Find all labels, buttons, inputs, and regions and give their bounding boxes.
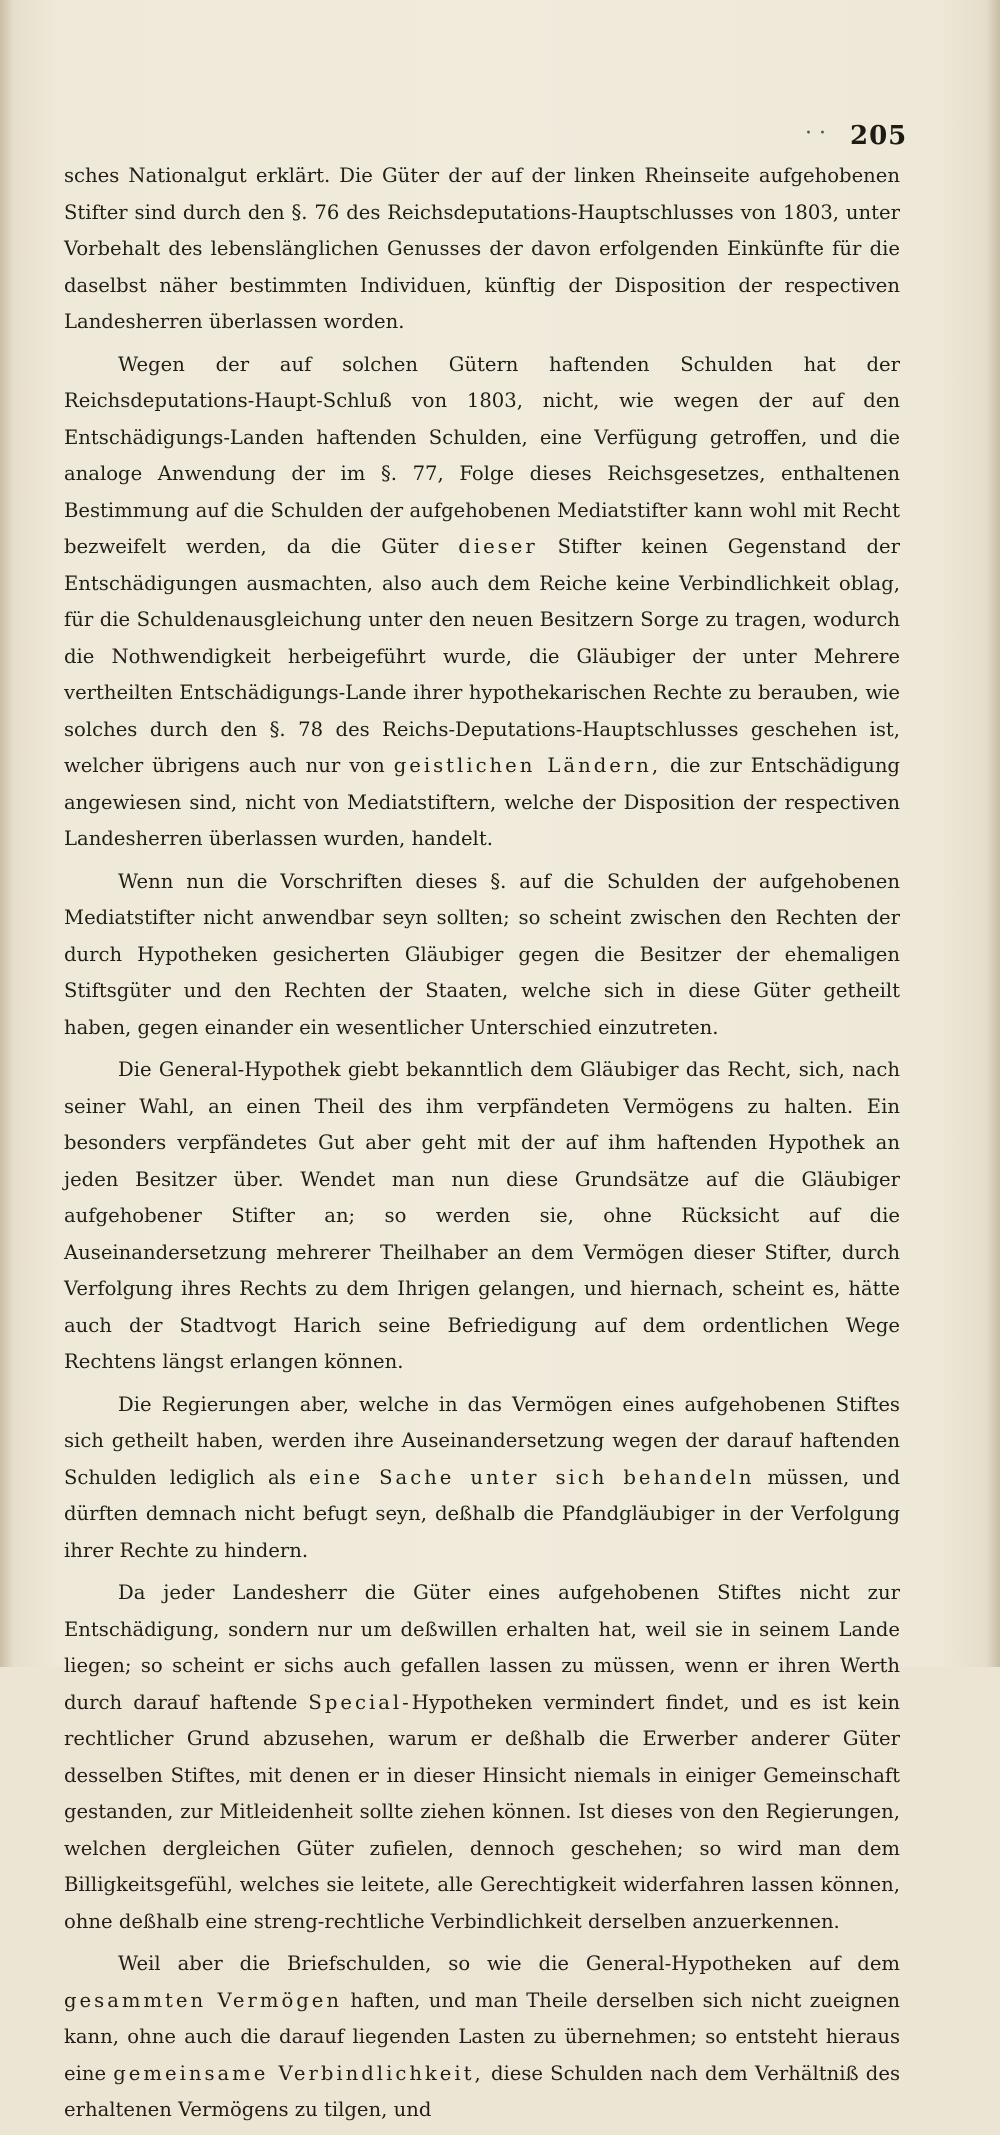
spaced-emphasis-text: eine Sache unter sich behandeln xyxy=(309,1465,755,1489)
body-text xyxy=(64,158,900,2135)
paragraph xyxy=(64,864,900,1047)
spaced-emphasis-text: gemeinsame Verbindlichkeit, xyxy=(113,2061,484,2085)
paragraph-text: Die Regierungen aber, welche in das Vermögen eines aufgehobenen Stiftes sich getheilt haben, werden ihre Auseinandersetzung wegen der darauf haftenden Schulden lediglich als xyxy=(64,1392,900,1489)
paragraph-text: Weil aber die Briefschulden, so wie die General-Hypotheken auf dem xyxy=(118,1952,900,1975)
paragraph-text: müssen, und dürften demnach nicht befugt seyn, deßhalb die Pfandgläubiger in der Verfolgung ihrer Rechte zu hindern. xyxy=(64,1465,901,1562)
paragraph-text: haften, und man Theile derselben sich nicht zueignen kann, ohne auch die darauf liegenden Lasten zu übernehmen; so entsteht hieraus eine xyxy=(64,1988,900,2085)
spaced-emphasis-text: dieser xyxy=(458,535,538,558)
page-edge-left xyxy=(0,0,14,1667)
paragraph-text: Da jeder Landesherr die Güter eines aufgehobenen Stiftes nicht zur Entschädigung, sondern nur um deßwillen erhalten hat, weil sie in seinem Lande liegen; so scheint er sichs auch gefallen lassen zu müssen, wenn er ihren Werth durch darauf haftende xyxy=(64,1581,900,1714)
paragraph xyxy=(64,158,900,341)
paragraph xyxy=(64,1575,900,1940)
page-number: 205 xyxy=(850,121,908,151)
page-edge-right xyxy=(986,0,1000,1667)
paragraph-text: sches Nationalgut erklärt. Die Güter der auf der linken Rheinseite aufgehobenen Stifter sind durch den §. 76 des Reichsdeputations-Hauptschlusses von 1803, unter Vorbehalt des lebenslänglichen Genusses der davon erfolgenden Einkünfte für die daselbst näher bestimmten Individuen, künftig der Disposition der respectiven Landesherren überlassen worden. xyxy=(64,164,900,333)
paragraph xyxy=(64,1946,900,2129)
paragraph-text: diese Schulden nach dem Verhältniß des erhaltenen Vermögens zu tilgen, und xyxy=(64,2061,900,2121)
spaced-emphasis-text: geistlichen Ländern, xyxy=(393,754,662,777)
paragraph xyxy=(64,347,900,858)
paragraph-text: die zur Entschädigung angewiesen sind, nicht von Mediatstiftern, welche der Disposition der respectiven Landesherren überlassen wurden, handelt. xyxy=(64,754,900,850)
paragraph-text: Wenn nun die Vorschriften dieses §. auf die Schulden der aufgehobenen Mediatstifter nicht anwendbar seyn sollten; so scheint zwischen den Rechten der durch Hypotheken gesicherten Gläubiger gegen die Besitzer der ehemaligen Stiftsgüter und den Rechten der Staaten, welche sich in diese Güter getheilt haben, gegen einander ein wesentlicher Unterschied einzutreten. xyxy=(64,869,900,1039)
spaced-emphasis-text: Special- xyxy=(308,1690,412,1714)
paragraph-text: Die General-Hypothek giebt bekanntlich dem Gläubiger das Recht, sich, nach seiner Wahl, an einen Theil des ihm verpfändeten Vermögens zu halten. Ein besonders verpfändetes Gut aber geht mit der auf ihm haftenden Hypothek an jeden Besitzer über. Wendet man nun diese Grundsätze auf die Gläubiger aufgehobener Stifter an; so werden sie, ohne Rücksicht auf die Auseinandersetzung mehrerer Theilhaber an dem Vermögen dieser Stifter, durch Verfolgung ihres Rechts zu dem Ihrigen gelangen, und hiernach, scheint es, hätte auch der Stadtvogt Harich seine Befriedigung auf dem ordentlichen Wege Rechtens längst erlangen können. xyxy=(64,1058,900,1373)
paragraph xyxy=(64,1052,900,1381)
spaced-emphasis-text: gesammten Vermögen xyxy=(64,1988,342,2012)
paragraph-text: Wegen der auf solchen Gütern haftenden Schulden hat der Reichsdeputations-Haupt-Schluß von 1803, nicht, wie wegen der auf den Entschädigungs-Landen haftenden Schulden, eine Verfügung getroffen, und die analoge Anwendung der im §. 77, Folge dieses Reichsgesetzes, enthaltenen Bestimmung auf die Schulden der aufgehobenen Mediatstifter kann wohl mit Recht bezweifelt werden, da die Güter xyxy=(64,352,900,558)
paragraph xyxy=(64,1387,900,1570)
paragraph-text: Hypotheken vermindert findet, und es ist kein rechtlicher Grund abzusehen, warum er deßhalb die Erwerber anderer Güter desselben Stiftes, mit denen er in dieser Hinsicht niemals in einiger Gemeinschaft gestanden, zur Mitleidenheit sollte ziehen können. Ist dieses von den Regierungen, welchen dergleichen Güter zufielen, dennoch geschehen; so wird man dem Billigkeitsgefühl, welches sie leitete, alle Gerechtigkeit widerfahren lassen können, ohne deßhalb eine streng-rechtliche Verbindlichkeit derselben anzuerkennen. xyxy=(64,1690,900,1933)
paragraph-text: Stifter keinen Gegenstand der Entschädigungen ausmachten, also auch dem Reiche keine Verbindlichkeit oblag, für die Schuldenausgleichung unter den neuen Besitzern Sorge zu tragen, wodurch die Nothwendigkeit herbeigeführt wurde, die Gläubiger der unter Mehrere vertheilten Entschädigungs-Lande ihrer hypothekarischen Rechte zu berauben, wie solches durch den §. 78 des Reichs-Deputations-Hauptschlusses geschehen ist, welcher übrigens auch nur von xyxy=(64,535,900,777)
page-dots: · · xyxy=(805,121,826,146)
